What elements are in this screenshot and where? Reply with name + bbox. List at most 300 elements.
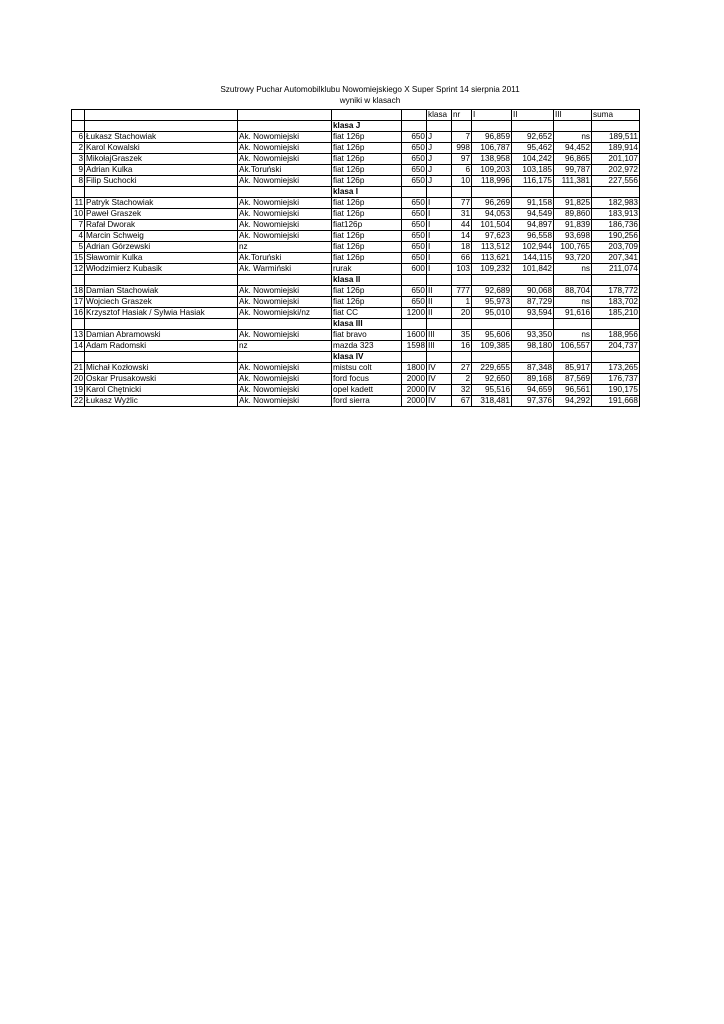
table-row <box>72 209 640 220</box>
row-capacity: 2000 <box>402 396 427 407</box>
row-suma: 190,256 <box>592 231 640 242</box>
results-table <box>71 109 640 407</box>
row-run3: 94,292 <box>554 396 592 407</box>
row-name: Michał Kozłowski <box>85 363 238 374</box>
row-club: Ak. Nowomiejski <box>238 132 332 143</box>
row-run1: 106,787 <box>472 143 512 154</box>
row-run3: 96,561 <box>554 385 592 396</box>
section-header-row <box>72 352 640 363</box>
row-capacity: 2000 <box>402 385 427 396</box>
row-klasa: I <box>427 253 452 264</box>
row-club: nz <box>238 242 332 253</box>
row-name: Karol Chętnicki <box>85 385 238 396</box>
row-suma: 176,737 <box>592 374 640 385</box>
header-suma: suma <box>592 110 640 121</box>
row-position: 7 <box>72 220 85 231</box>
row-run1: 229,655 <box>472 363 512 374</box>
section-header-row <box>72 275 640 286</box>
row-run2: 103,185 <box>512 165 554 176</box>
section-header-row <box>72 319 640 330</box>
row-suma: 202,972 <box>592 165 640 176</box>
empty-cell <box>472 352 512 363</box>
row-position: 15 <box>72 253 85 264</box>
empty-cell <box>592 352 640 363</box>
row-club: Ak. Nowomiejski <box>238 143 332 154</box>
row-position: 3 <box>72 154 85 165</box>
row-car: fiat bravo <box>332 330 402 341</box>
row-run3: 93,698 <box>554 231 592 242</box>
row-capacity: 1800 <box>402 363 427 374</box>
row-run1: 138,958 <box>472 154 512 165</box>
row-car: ford sierra <box>332 396 402 407</box>
row-run3: 111,381 <box>554 176 592 187</box>
table-row <box>72 297 640 308</box>
row-run2: 95,462 <box>512 143 554 154</box>
empty-cell <box>512 352 554 363</box>
empty-cell <box>402 352 427 363</box>
row-klasa: J <box>427 165 452 176</box>
row-car: opel kadett <box>332 385 402 396</box>
row-capacity: 2000 <box>402 374 427 385</box>
row-name: Karol Kowalski <box>85 143 238 154</box>
row-klasa: I <box>427 198 452 209</box>
row-car: fiat 126p <box>332 198 402 209</box>
row-run2: 104,242 <box>512 154 554 165</box>
row-run1: 109,203 <box>472 165 512 176</box>
row-run1: 95,973 <box>472 297 512 308</box>
row-car: mazda 323 <box>332 341 402 352</box>
row-run2: 102,944 <box>512 242 554 253</box>
empty-cell <box>554 187 592 198</box>
row-klasa: J <box>427 132 452 143</box>
table-row <box>72 341 640 352</box>
row-name: Łukasz Stachowiak <box>85 132 238 143</box>
table-row <box>72 198 640 209</box>
row-name: Rafał Dworak <box>85 220 238 231</box>
header-klasa: klasa <box>427 110 452 121</box>
document-title: Szutrowy Puchar Automobilklubu Nowomiejskiego X Super Sprint 14 sierpnia 2011 <box>220 85 520 94</box>
table-row <box>72 154 640 165</box>
row-number: 20 <box>452 308 472 319</box>
table-row <box>72 286 640 297</box>
section-label: klasa II <box>332 275 402 286</box>
row-position: 9 <box>72 165 85 176</box>
row-club: Ak. Nowomiejski <box>238 176 332 187</box>
row-capacity: 1600 <box>402 330 427 341</box>
row-run2: 89,168 <box>512 374 554 385</box>
row-number: 14 <box>452 231 472 242</box>
row-run3: 91,616 <box>554 308 592 319</box>
row-position: 20 <box>72 374 85 385</box>
row-klasa: I <box>427 264 452 275</box>
row-club: Ak. Nowomiejski <box>238 154 332 165</box>
row-capacity: 1200 <box>402 308 427 319</box>
empty-cell <box>512 187 554 198</box>
row-suma: 182,983 <box>592 198 640 209</box>
row-club: Ak. Nowomiejski <box>238 209 332 220</box>
empty-cell <box>452 275 472 286</box>
row-suma: 183,702 <box>592 297 640 308</box>
row-run3: ns <box>554 330 592 341</box>
row-suma: 207,341 <box>592 253 640 264</box>
row-name: Krzysztof Hasiak / Sylwia Hasiak <box>85 308 238 319</box>
header-cell-cap <box>402 110 427 121</box>
row-club: nz <box>238 341 332 352</box>
row-suma: 190,175 <box>592 385 640 396</box>
row-position: 6 <box>72 132 85 143</box>
row-car: rurak <box>332 264 402 275</box>
row-run1: 101,504 <box>472 220 512 231</box>
row-position: 18 <box>72 286 85 297</box>
row-club: Ak. Nowomiejski <box>238 286 332 297</box>
row-run2: 87,729 <box>512 297 554 308</box>
row-run1: 96,269 <box>472 198 512 209</box>
row-number: 32 <box>452 385 472 396</box>
row-run2: 101,842 <box>512 264 554 275</box>
empty-cell <box>402 319 427 330</box>
row-club: Ak. Nowomiejski/nz <box>238 308 332 319</box>
section-label: klasa III <box>332 319 402 330</box>
empty-cell <box>72 187 85 198</box>
row-number: 6 <box>452 165 472 176</box>
row-capacity: 650 <box>402 253 427 264</box>
row-name: Adrian Kulka <box>85 165 238 176</box>
row-number: 16 <box>452 341 472 352</box>
table-row <box>72 176 640 187</box>
row-car: fiat 126p <box>332 253 402 264</box>
row-name: Adrian Górzewski <box>85 242 238 253</box>
row-position: 2 <box>72 143 85 154</box>
empty-cell <box>402 121 427 132</box>
row-capacity: 1598 <box>402 341 427 352</box>
row-run3: 99,787 <box>554 165 592 176</box>
empty-cell <box>592 121 640 132</box>
row-number: 27 <box>452 363 472 374</box>
row-run3: 85,917 <box>554 363 592 374</box>
header-run2: II <box>512 110 554 121</box>
row-club: Ak. Nowomiejski <box>238 330 332 341</box>
row-car: fiat CC <box>332 308 402 319</box>
row-car: fiat 126p <box>332 165 402 176</box>
row-club: Ak. Nowomiejski <box>238 198 332 209</box>
empty-cell <box>452 187 472 198</box>
row-name: Damian Stachowiak <box>85 286 238 297</box>
row-name: Włodzimierz Kubasik <box>85 264 238 275</box>
row-suma: 227,556 <box>592 176 640 187</box>
row-number: 777 <box>452 286 472 297</box>
row-suma: 183,913 <box>592 209 640 220</box>
row-run3: 88,704 <box>554 286 592 297</box>
row-car: mistsu colt <box>332 363 402 374</box>
row-suma: 189,511 <box>592 132 640 143</box>
row-klasa: I <box>427 242 452 253</box>
header-row <box>72 110 640 121</box>
row-suma: 191,668 <box>592 396 640 407</box>
table-row <box>72 385 640 396</box>
row-klasa: III <box>427 341 452 352</box>
empty-cell <box>238 275 332 286</box>
row-klasa: J <box>427 143 452 154</box>
row-name: MikołajGraszek <box>85 154 238 165</box>
empty-cell <box>72 352 85 363</box>
empty-cell <box>238 319 332 330</box>
row-name: Wojciech Graszek <box>85 297 238 308</box>
row-run1: 95,010 <box>472 308 512 319</box>
empty-cell <box>472 275 512 286</box>
row-run2: 97,376 <box>512 396 554 407</box>
row-number: 10 <box>452 176 472 187</box>
empty-cell <box>72 319 85 330</box>
row-position: 11 <box>72 198 85 209</box>
table-row <box>72 220 640 231</box>
row-capacity: 650 <box>402 297 427 308</box>
empty-cell <box>427 121 452 132</box>
empty-cell <box>238 352 332 363</box>
row-position: 14 <box>72 341 85 352</box>
row-number: 67 <box>452 396 472 407</box>
row-capacity: 650 <box>402 198 427 209</box>
row-number: 77 <box>452 198 472 209</box>
header-run3: III <box>554 110 592 121</box>
empty-cell <box>554 275 592 286</box>
row-car: fiat 126p <box>332 297 402 308</box>
empty-cell <box>472 187 512 198</box>
empty-cell <box>85 187 238 198</box>
row-name: Adam Radomski <box>85 341 238 352</box>
empty-cell <box>472 121 512 132</box>
empty-cell <box>472 319 512 330</box>
table-row <box>72 396 640 407</box>
row-run3: 89,860 <box>554 209 592 220</box>
row-car: ford focus <box>332 374 402 385</box>
row-car: fiat 126p <box>332 154 402 165</box>
row-number: 31 <box>452 209 472 220</box>
row-position: 5 <box>72 242 85 253</box>
table-row <box>72 253 640 264</box>
row-run3: 106,557 <box>554 341 592 352</box>
row-run3: 91,825 <box>554 198 592 209</box>
row-run3: 96,865 <box>554 154 592 165</box>
row-run1: 94,053 <box>472 209 512 220</box>
empty-cell <box>592 275 640 286</box>
row-position: 19 <box>72 385 85 396</box>
row-capacity: 650 <box>402 231 427 242</box>
row-run2: 94,659 <box>512 385 554 396</box>
row-klasa: IV <box>427 374 452 385</box>
row-number: 1 <box>452 297 472 308</box>
row-car: fiat 126p <box>332 176 402 187</box>
header-run1: I <box>472 110 512 121</box>
row-club: Ak. Nowomiejski <box>238 231 332 242</box>
row-position: 8 <box>72 176 85 187</box>
row-name: Sławomir Kulka <box>85 253 238 264</box>
empty-cell <box>554 352 592 363</box>
header-cell-name <box>85 110 238 121</box>
row-capacity: 650 <box>402 132 427 143</box>
row-name: Patryk Stachowiak <box>85 198 238 209</box>
row-run1: 109,232 <box>472 264 512 275</box>
row-suma: 186,736 <box>592 220 640 231</box>
empty-cell <box>592 187 640 198</box>
empty-cell <box>452 121 472 132</box>
section-header-row <box>72 121 640 132</box>
empty-cell <box>402 187 427 198</box>
row-klasa: I <box>427 209 452 220</box>
row-car: fiat 126p <box>332 209 402 220</box>
row-capacity: 650 <box>402 154 427 165</box>
row-number: 44 <box>452 220 472 231</box>
empty-cell <box>427 352 452 363</box>
row-run3: 93,720 <box>554 253 592 264</box>
table-row <box>72 308 640 319</box>
row-run1: 113,512 <box>472 242 512 253</box>
row-run3: 94,452 <box>554 143 592 154</box>
row-number: 35 <box>452 330 472 341</box>
empty-cell <box>554 121 592 132</box>
row-run1: 113,621 <box>472 253 512 264</box>
row-name: Marcin Schweig <box>85 231 238 242</box>
row-name: Paweł Graszek <box>85 209 238 220</box>
row-run1: 95,516 <box>472 385 512 396</box>
row-klasa: I <box>427 231 452 242</box>
row-klasa: III <box>427 330 452 341</box>
row-suma: 185,210 <box>592 308 640 319</box>
row-suma: 211,074 <box>592 264 640 275</box>
row-club: Ak. Nowomiejski <box>238 297 332 308</box>
row-klasa: II <box>427 308 452 319</box>
header-cell-car <box>332 110 402 121</box>
empty-cell <box>72 121 85 132</box>
table-row <box>72 363 640 374</box>
table-row <box>72 132 640 143</box>
row-run2: 94,549 <box>512 209 554 220</box>
row-run3: 91,839 <box>554 220 592 231</box>
empty-cell <box>402 275 427 286</box>
table-row <box>72 374 640 385</box>
row-klasa: IV <box>427 385 452 396</box>
row-number: 998 <box>452 143 472 154</box>
row-klasa: II <box>427 297 452 308</box>
empty-cell <box>85 121 238 132</box>
table-row <box>72 231 640 242</box>
row-suma: 201,107 <box>592 154 640 165</box>
empty-cell <box>85 275 238 286</box>
empty-cell <box>512 319 554 330</box>
empty-cell <box>238 121 332 132</box>
row-club: Ak. Nowomiejski <box>238 363 332 374</box>
row-run1: 109,385 <box>472 341 512 352</box>
row-car: fiat 126p <box>332 242 402 253</box>
section-label: klasa I <box>332 187 402 198</box>
empty-cell <box>427 319 452 330</box>
row-club: Ak. Nowomiejski <box>238 396 332 407</box>
table-row <box>72 165 640 176</box>
row-capacity: 650 <box>402 143 427 154</box>
header-nr: nr <box>452 110 472 121</box>
row-car: fiat 126p <box>332 231 402 242</box>
row-capacity: 650 <box>402 165 427 176</box>
row-capacity: 600 <box>402 264 427 275</box>
row-klasa: IV <box>427 363 452 374</box>
empty-cell <box>427 275 452 286</box>
row-club: Ak.Toruński <box>238 253 332 264</box>
row-club: Ak. Nowomiejski <box>238 374 332 385</box>
table-row <box>72 242 640 253</box>
row-name: Oskar Prusakowski <box>85 374 238 385</box>
row-position: 22 <box>72 396 85 407</box>
row-number: 18 <box>452 242 472 253</box>
empty-cell <box>238 187 332 198</box>
row-run2: 96,558 <box>512 231 554 242</box>
row-car: fiat 126p <box>332 143 402 154</box>
empty-cell <box>452 319 472 330</box>
row-klasa: J <box>427 154 452 165</box>
row-car: fiat 126p <box>332 132 402 143</box>
row-club: Ak. Warmiński <box>238 264 332 275</box>
row-club: Ak. Nowomiejski <box>238 385 332 396</box>
row-position: 17 <box>72 297 85 308</box>
section-header-row <box>72 187 640 198</box>
row-position: 4 <box>72 231 85 242</box>
header-cell-pos <box>72 110 85 121</box>
row-name: Damian Abramowski <box>85 330 238 341</box>
row-run3: 100,765 <box>554 242 592 253</box>
row-run2: 90,068 <box>512 286 554 297</box>
row-run2: 91,158 <box>512 198 554 209</box>
row-capacity: 650 <box>402 209 427 220</box>
table-row <box>72 143 640 154</box>
row-klasa: J <box>427 176 452 187</box>
row-run2: 98,180 <box>512 341 554 352</box>
empty-cell <box>592 319 640 330</box>
row-name: Filip Suchocki <box>85 176 238 187</box>
row-run2: 116,175 <box>512 176 554 187</box>
row-position: 16 <box>72 308 85 319</box>
row-number: 66 <box>452 253 472 264</box>
row-suma: 204,737 <box>592 341 640 352</box>
row-position: 21 <box>72 363 85 374</box>
row-run2: 94,897 <box>512 220 554 231</box>
row-run1: 92,689 <box>472 286 512 297</box>
row-run1: 92,650 <box>472 374 512 385</box>
row-position: 13 <box>72 330 85 341</box>
row-number: 7 <box>452 132 472 143</box>
row-capacity: 650 <box>402 286 427 297</box>
header-cell-club <box>238 110 332 121</box>
row-run1: 97,623 <box>472 231 512 242</box>
row-number: 2 <box>452 374 472 385</box>
section-label: klasa IV <box>332 352 402 363</box>
row-number: 103 <box>452 264 472 275</box>
row-run3: ns <box>554 264 592 275</box>
empty-cell <box>427 187 452 198</box>
row-club: Ak. Nowomiejski <box>238 220 332 231</box>
empty-cell <box>85 319 238 330</box>
row-capacity: 650 <box>402 176 427 187</box>
row-run2: 87,348 <box>512 363 554 374</box>
row-run2: 144,115 <box>512 253 554 264</box>
empty-cell <box>554 319 592 330</box>
row-number: 97 <box>452 154 472 165</box>
empty-cell <box>512 275 554 286</box>
document-subtitle: wyniki w klasach <box>339 96 401 105</box>
row-suma: 203,709 <box>592 242 640 253</box>
row-run2: 93,350 <box>512 330 554 341</box>
row-run2: 92,652 <box>512 132 554 143</box>
row-car: fiat 126p <box>332 286 402 297</box>
row-run1: 118,996 <box>472 176 512 187</box>
table-row <box>72 330 640 341</box>
